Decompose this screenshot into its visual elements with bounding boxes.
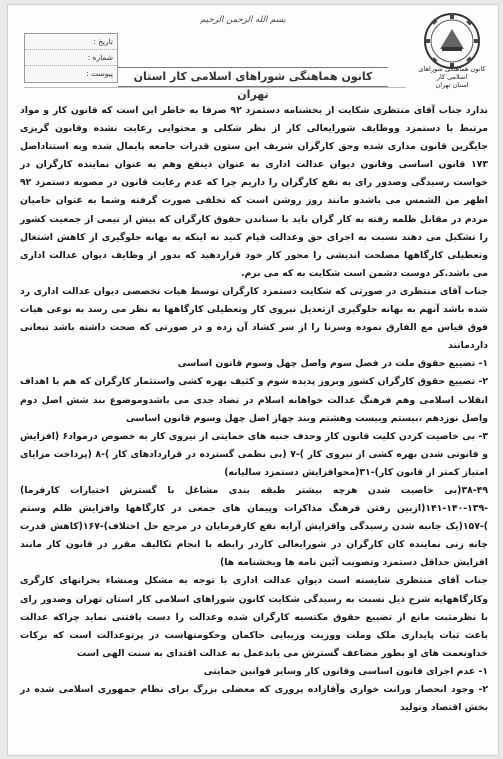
- letter-meta-box: [24, 33, 118, 83]
- attachment-field: پیوست :: [86, 69, 113, 78]
- paragraph-2: جناب آقای منتظری در صورتی که شکایت دستمزد کارگران توسط هیات تخصصی دیوان عدالت اداری رد شده باشد آنهم به بهانه جلوگیری ازتعدیل نیروی کار وتعطیلی کارگاهها به نظر می رسد به نوعی هیات فوق قیاس مع الفارق نموده وسرنا را از سر کشاد آن زده و در صورتی که صحت داشته باشد تبعاتی داردمانند: [20, 285, 488, 352]
- number-field: شماره :: [25, 50, 117, 66]
- letter-page: [7, 4, 499, 756]
- paragraph-3: جناب آقای منتظری شایسته است دیوان عدالت اداری با توجه به مشکل ومنشاء بحرانهای کارگری وکارگاههایه شرح ذیل نسبت به رسیدگی شکایت کانون شوراهای اسلامی کار استان تهران وصدور رای با نظرمثبت مانع از تضییع حقوق مکتسبه کارگران شده وعدالت را دست یافتنی نماید چراکه عدالت باعث ثبات پایداری ملک وملت ووزیت وزیبایی حاکمان وحکومتهاست در پرتوعدالت است که برکات خداونعمت های او بطور مضاعف گسترش می یابدعمل به عدالت اقتدای به سنت الهی است: [20, 575, 488, 659]
- list-item: ۲- تضییع حقوق کارگران کشور وبروز پدیده شوم و کثیف بهره کشی واستثمار کارگران که هم با اهداف انقلاب اسلامی وهم فرهنگ عدالت خواهانه اسلام در تضاد جدی می باشدوموضوع بند شش اصل دوم واصل نوزدهم ،بیستم وبیست وهشتم وبند چهار اصل چهل وسوم قانون اساسی: [20, 376, 488, 424]
- final-list-item: ۲- وجود انحصار ورانت خواری وآقازاده پروری که معضلی بزرگ برای نظام جمهوری اسلامی شده در بخش اقتصاد وتولید: [20, 684, 488, 714]
- date-field: تاریخ :: [25, 34, 117, 50]
- basmala: بسم الله الرحمن الرحیم: [200, 15, 286, 25]
- letter-body: [20, 102, 488, 743]
- logo-caption-line-1: کانون هماهنگی شوراهای اسلامی کار: [418, 65, 486, 81]
- list-item: ۳- بی خاصیت کردن کلیت قانون کار وحذف جنبه های حمایتی از نیروی کار به خصوص درمواد۶ (افزایش و قانونی شدن بهره کشی از نیروی کار )-۷ (بی نظمی گسترده در قراردادهای کار )-۸ (پرداخت مزایای امتیاز کمتر از قانون کار)-۳۱(محوافزایش دستمزد سالیانه): [20, 430, 488, 478]
- header-divider: [24, 87, 406, 88]
- list-item: ۳۸-۴۹(بی خاصیت شدن هرچه بیشتر طبقه بندی مشاغل با گسترش اختیارات کارفرما) -۱۳۹-۱۴۰-۱۴۱(ازبین رفتن فرهنگ مذاکرات وپیمان های جمعی در کارگاهها وافزایش ظلم وستم )-۱۵۷(یک جانبه شدن رسیدگی واقزایش آرابه نفع کارفرمایان در مرجع حل اختلاف)-۱۶۷(کاهش قدرت چانه زنی نماینده کان کارگران در شورایعالی کاردر رابطه با انجام تکالیف مقرر در قانون کار مانند افزایش حداقل دستمزد وتصویب آئین نامه ها وبخشنامه ها): [20, 484, 488, 569]
- intro-paragraph: ندارد جناب آقای منتظری شکایت از بخشنامه دستمزد ۹۲ صرفا به خاطر این است که قانون کار و مواد مرتبط با دستمزد ووظایف شورایعالی کار از نظر شکلی و محتوایی رعایت نشده وقانون گریزی جایگزین قانون مداری شده وحق کارگران شریف این ستون قدرات جامعه پایمال شده وبه استناداصل ۱۷۳ قانون اساسی وقانون دیوان عدالت اداری به عنوان ذینفع وهم به عنوان نماینده کارگران در خواست رسیدگی وصدور رای به نفع کارگران را داریم چرا که عدم رعایت قانون در مصوبه دستمزد ۹۲ اظهر من الشمس می باشدو مانند روز روشن است که تخلفی صورت گرفته وشما به عنوان حامیان مردم در مقابل ظلمه رفته به کار گران باید با ستاندن حقوق کارگران که بیش از نیمی از جمعیت کشور را تشکیل می دهند نسبت به اجرای حق وعدالت قیام کنید نه اینکه به بهانه جلوگیری از کاهش اشتغال وتعطیلی کارگاهها مصلحت اندیشی را محور کار خود قراردهید که بدور از وظایف دیوان عدالت اداری می باشد.کر دوست دشمن است شکایت به که می برم.: [20, 105, 488, 279]
- logo-caption: [412, 65, 492, 89]
- letterhead-title: کانون هماهنگی شوراهای اسلامی کار استان تهران: [118, 67, 388, 87]
- logo-caption-line-2: استان تهران: [435, 81, 469, 89]
- final-list-item: ۱- عدم اجرای قانون اساسی وقانون کار وسایر قوانین حمایتی: [203, 665, 488, 677]
- list-item: ۱- تضییع حقوق ملت در فصل سوم واصل چهل وسوم قانون اساسی: [177, 358, 488, 370]
